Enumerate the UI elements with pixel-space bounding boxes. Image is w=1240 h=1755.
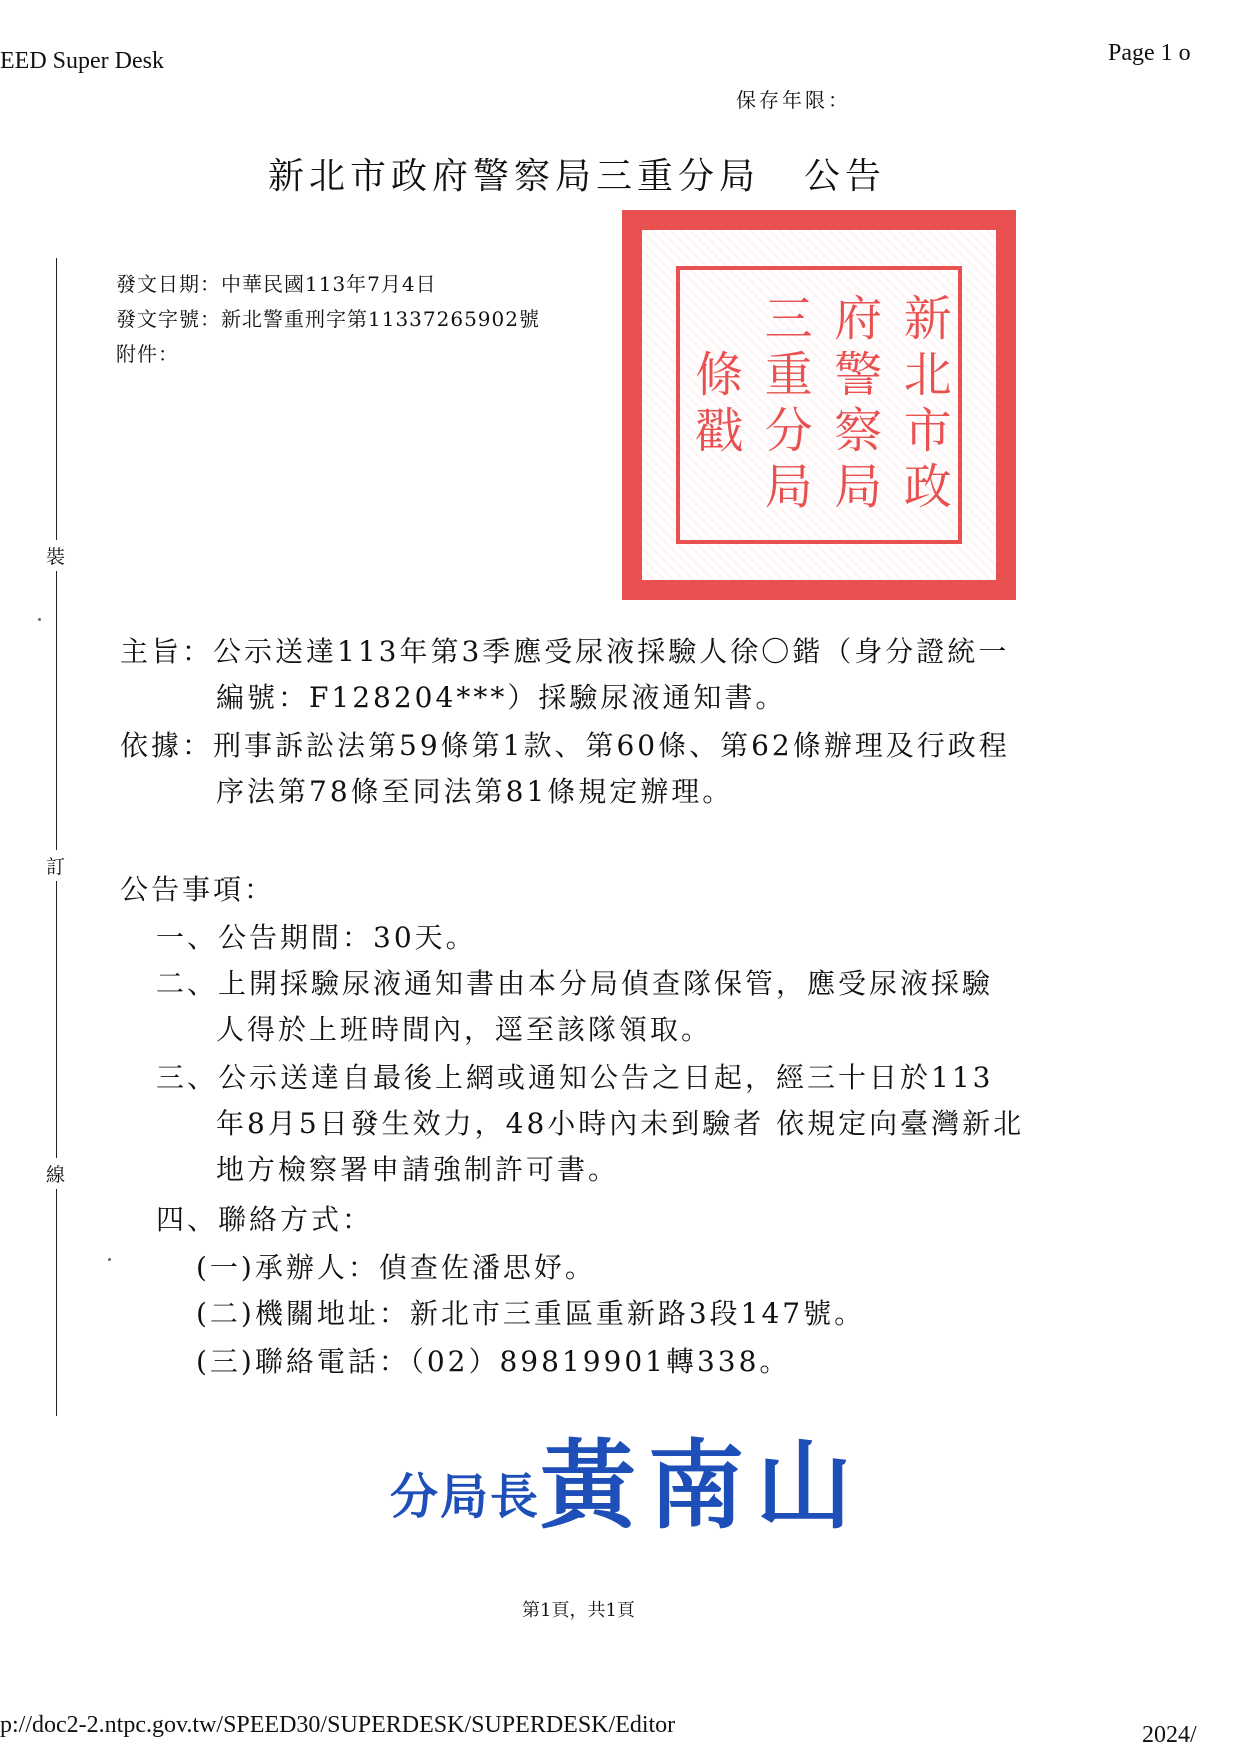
print-header-app: EED Super Desk [0,48,164,74]
notice-item-3-line-1: 三、公示送達自最後上網或通知公告之日起，經三十日於113 [156,1061,994,1094]
print-footer-date: 2024/ [1142,1722,1197,1748]
notice-item-1: 一、公告期間：30天。 [156,921,477,954]
document-type: 公告 [804,156,887,197]
contact-phone: (三)聯絡電話：（02）89819901轉338。 [196,1345,791,1378]
page-number: 第1頁，共1頁 [522,1600,635,1621]
subject-line-2: 編號：F128204***）採驗尿液通知書。 [216,681,787,714]
notice-item-3-line-3: 地方檢察署申請強制許可書。 [216,1153,620,1186]
seal-text-column-3: 三重分局 [756,293,813,517]
seal-text-column-2: 府警察局 [825,293,882,517]
seal-text-column-1: 新北市政 [895,293,952,517]
notice-item-3-line-2: 年8月5日發生效力，48小時內未到驗者 依規定向臺灣新北 [216,1107,1025,1140]
contact-address: (二)機關地址：新北市三重區重新路3段147號。 [196,1297,866,1330]
notice-item-4: 四、聯絡方式： [156,1203,374,1236]
notice-item-2-line-1: 二、上開採驗尿液通知書由本分局偵查隊保管，應受尿液採驗 [156,967,994,1000]
official-seal [622,210,1016,600]
basis-line-1: 依據：刑事訴訟法第59條第1款、第60條、第62條辦理及行政程 [120,729,1010,762]
signature-title: 分局長 [390,1469,541,1525]
print-header-page: Page 1 o [1108,40,1191,66]
scan-speck [108,1258,111,1261]
seal-text-column-4: 條戳 [686,349,743,461]
notice-item-2-line-2: 人得於上班時間內，逕至該隊領取。 [216,1013,713,1046]
binding-mark-zhuang: 裝 [46,540,65,571]
notice-heading: 公告事項： [120,873,276,906]
print-footer-url: p://doc2-2.ntpc.gov.tw/SPEED30/SUPERDESK/SUPERDESK/Editor [0,1712,676,1738]
signature-name: 黃南山 [540,1429,865,1542]
document-title [268,148,886,199]
binding-margin-line [56,258,57,1416]
scan-speck [38,618,41,621]
signature-stamp [390,1410,864,1547]
retention-period-label: 保存年限： [736,88,851,112]
subject-line-1: 主旨：公示送達113年第3季應受尿液採驗人徐〇鍇（身分證統一 [120,635,1010,668]
agency-name: 新北市政府警察局三重分局 [268,156,761,197]
binding-mark-xian: 線 [46,1158,65,1189]
contact-officer: (一)承辦人：偵查佐潘思妤。 [196,1251,596,1284]
basis-line-2: 序法第78條至同法第81條規定辦理。 [216,775,734,808]
attachment-label: 附件： [116,342,179,366]
binding-mark-ding: 訂 [46,850,65,881]
seal-inner-frame [676,266,962,544]
document-number: 發文字號：新北警重刑字第11337265902號 [116,307,540,331]
issue-date: 發文日期：中華民國113年7月4日 [116,272,437,296]
